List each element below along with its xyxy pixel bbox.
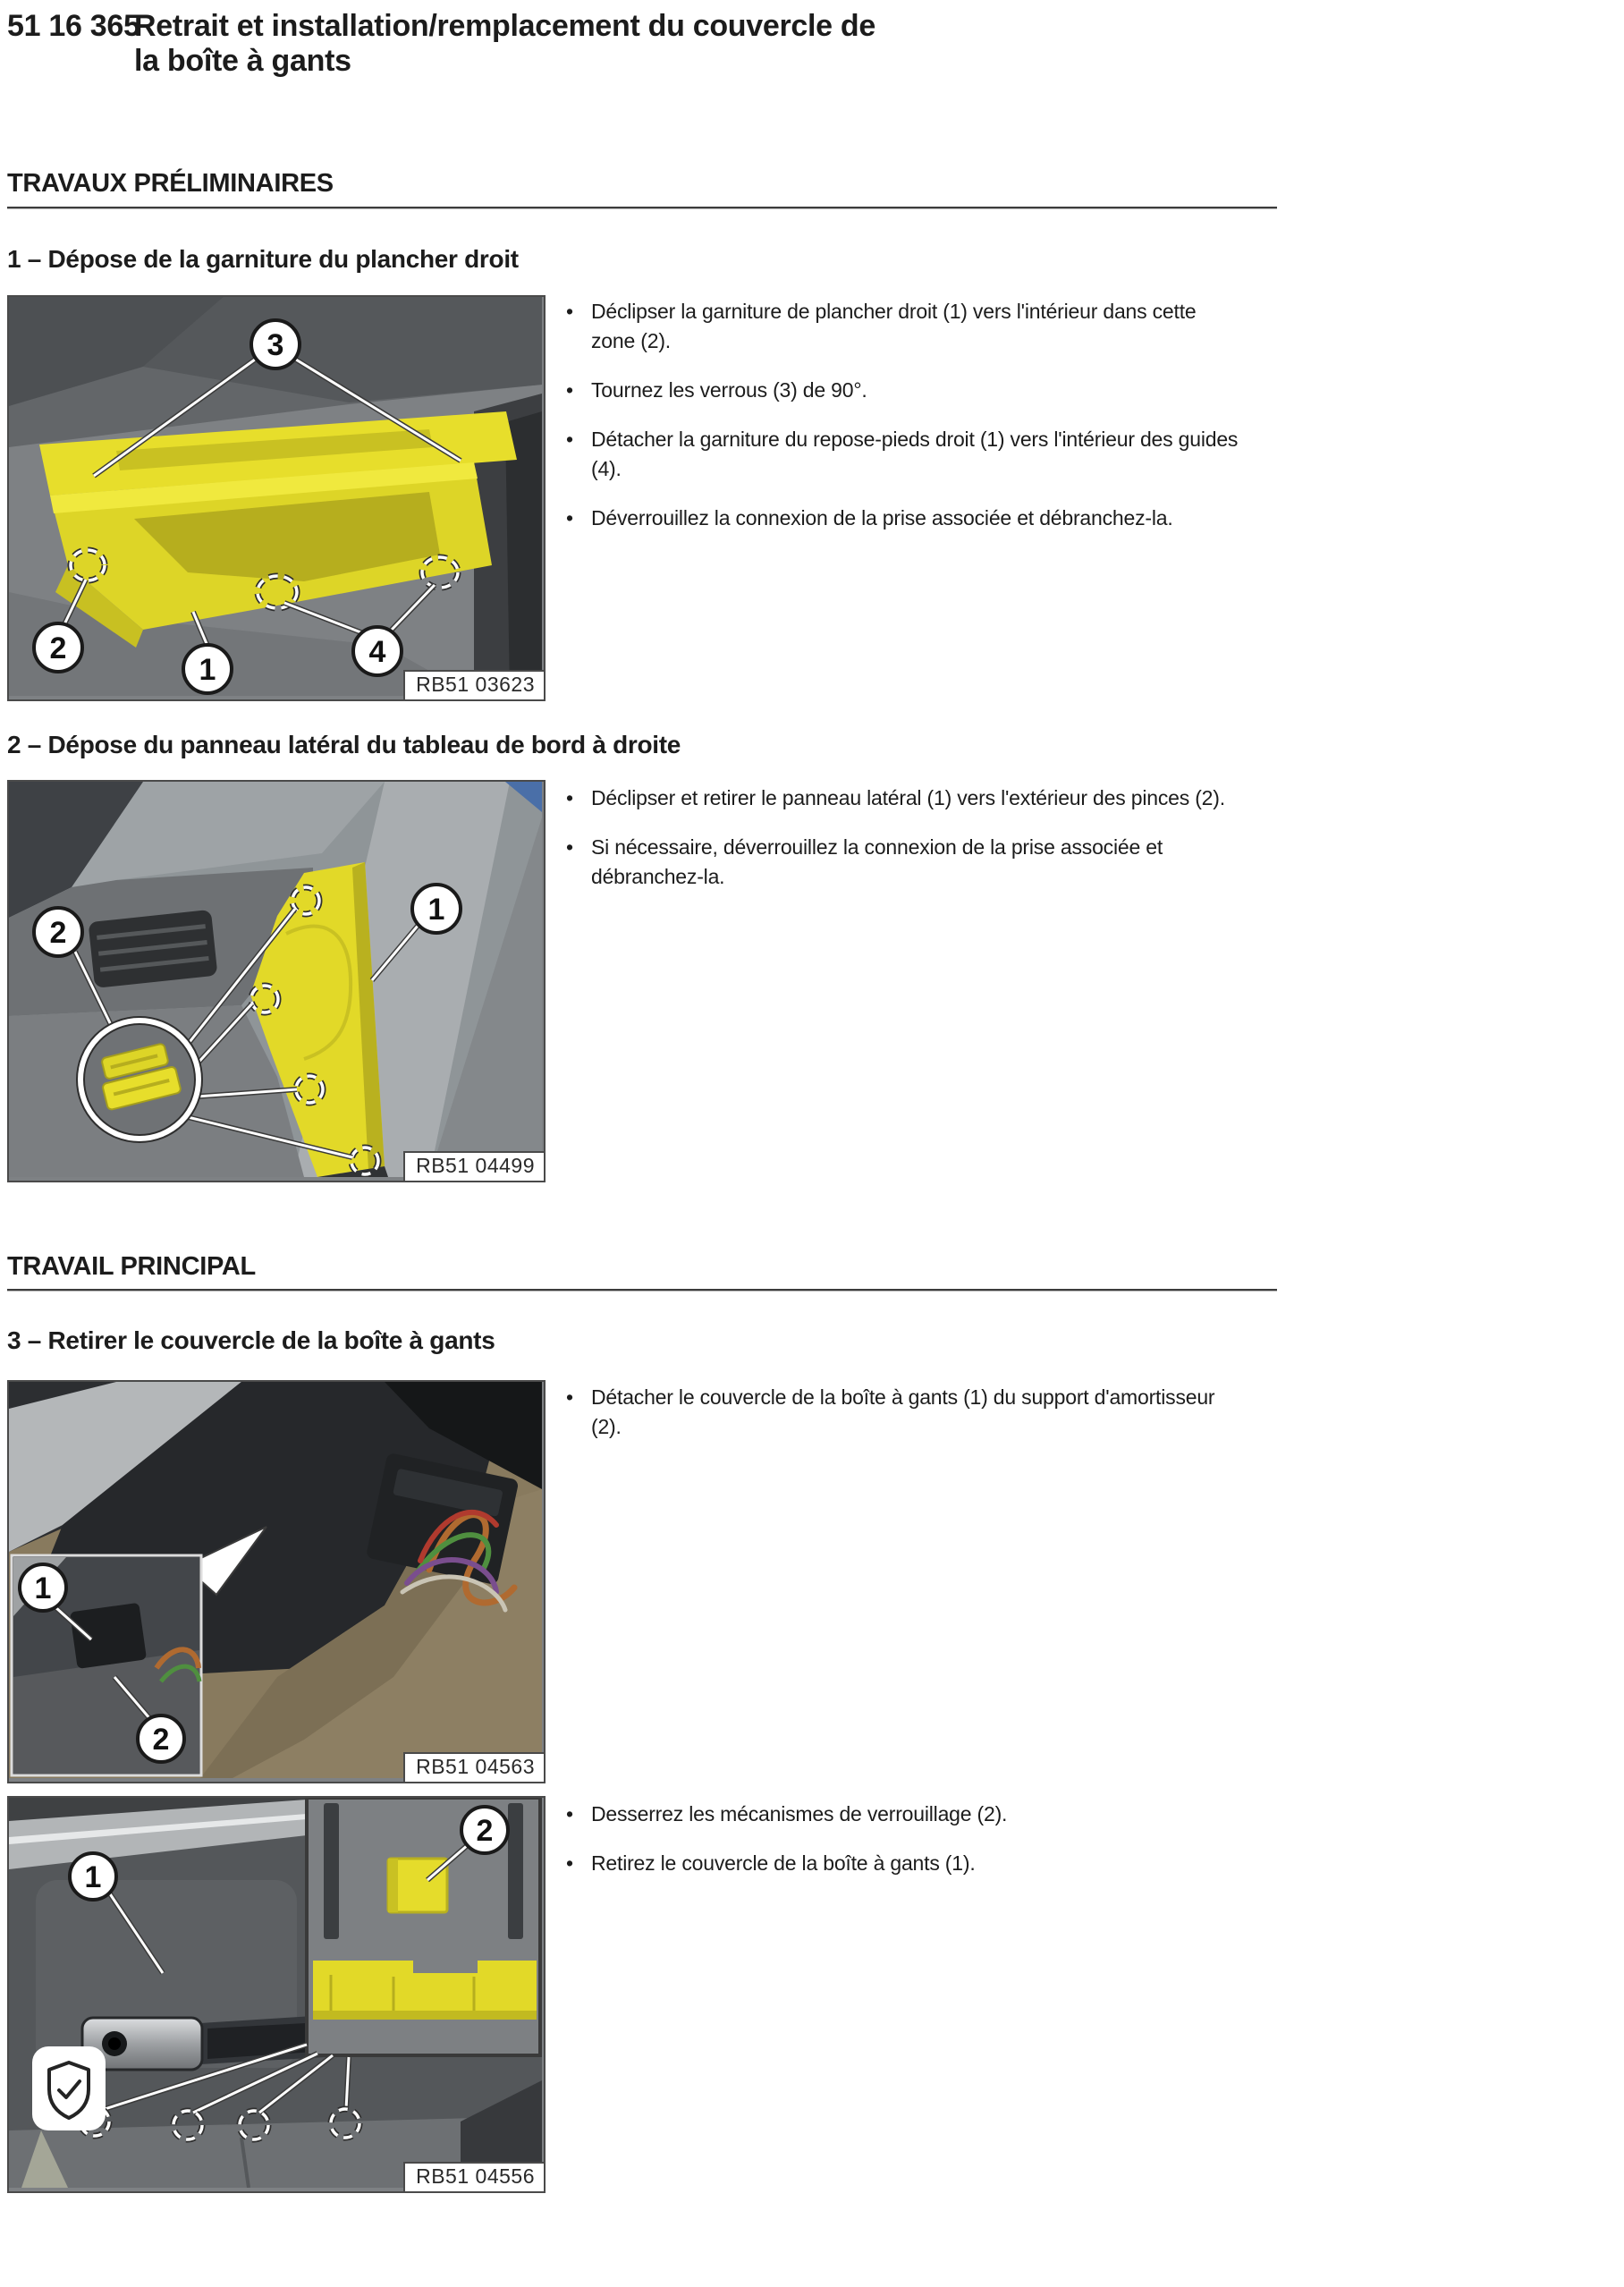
step1-heading: 1 – Dépose de la garniture du plancher droit <box>7 245 519 273</box>
doc-number: 51 16 365 <box>7 9 140 43</box>
step3-bullets-a <box>563 1383 1243 1461</box>
callout-1 <box>183 645 232 693</box>
section-rule <box>7 1289 1277 1292</box>
page-title <box>134 9 1118 79</box>
bullet: • Tournez les verrous (3) de 90°. <box>563 376 1243 405</box>
inset-lock-mechanism <box>307 1798 540 2055</box>
svg-text:1: 1 <box>84 1860 102 1894</box>
bullet: • Détacher le couvercle de la boîte à gants (1) du support d'amortisseur (2). <box>563 1383 1243 1442</box>
svg-text:2: 2 <box>49 631 67 665</box>
callout-1 <box>412 885 461 933</box>
clip-magnifier <box>80 1021 199 1139</box>
callout-2 <box>461 1807 508 1853</box>
air-vent <box>89 910 218 988</box>
figure-label: RB51 04556 <box>403 2162 544 2191</box>
bullet: • Détacher la garniture du repose-pieds droit (1) vers l'intérieur des guides (4). <box>563 425 1243 484</box>
svg-text:2: 2 <box>49 916 67 950</box>
svg-text:1: 1 <box>34 1571 52 1605</box>
step3-bullets-b <box>563 1800 1243 1898</box>
callout-2 <box>34 908 82 956</box>
figure-step2-illustration <box>9 782 542 1177</box>
figure-step3-photo1-content <box>9 1382 542 1778</box>
figure-step3-photo2 <box>7 1796 546 2193</box>
safety-badge <box>32 2046 106 2130</box>
figure-step2 <box>7 780 546 1182</box>
section-heading-main: TRAVAIL PRINCIPAL <box>7 1252 256 1281</box>
figure-step3-photo2-content <box>9 1798 542 2188</box>
svg-text:4: 4 <box>368 635 386 669</box>
svg-text:1: 1 <box>427 893 445 927</box>
section-rule <box>7 207 1277 209</box>
section-heading-preliminary: TRAVAUX PRÉLIMINAIRES <box>7 169 334 198</box>
svg-text:1: 1 <box>199 653 216 687</box>
figure-step3-photo1 <box>7 1380 546 1783</box>
step1-bullets <box>563 297 1243 553</box>
callout-3 <box>251 320 300 368</box>
page-title-line1: Retrait et installation/remplacement du couvercle de <box>134 9 875 43</box>
callout-1 <box>70 1853 116 1900</box>
bullet: • Desserrez les mécanismes de verrouillage (2). <box>563 1800 1243 1829</box>
step2-bullets <box>563 784 1243 911</box>
figure-label: RB51 04563 <box>403 1752 544 1782</box>
bullet: • Déclipser la garniture de plancher droit (1) vers l'intérieur dans cette zone (2). <box>563 297 1243 356</box>
figure-step1 <box>7 295 546 701</box>
step2-heading: 2 – Dépose du panneau latéral du tableau de bord à droite <box>7 731 681 758</box>
page-title-line2: la boîte à gants <box>134 44 351 78</box>
step3-heading: 3 – Retirer le couvercle de la boîte à gants <box>7 1326 495 1354</box>
callout-1 <box>20 1564 66 1611</box>
bullet: • Déclipser et retirer le panneau latéral (1) vers l'extérieur des pinces (2). <box>563 784 1243 813</box>
callout-2 <box>138 1715 184 1762</box>
svg-text:2: 2 <box>152 1723 170 1757</box>
bullet: • Déverrouillez la connexion de la prise associée et débranchez-la. <box>563 504 1243 533</box>
figure-label: RB51 04499 <box>403 1151 544 1181</box>
svg-text:2: 2 <box>476 1814 494 1848</box>
inset-photo <box>12 1555 201 1775</box>
callout-4 <box>353 627 402 675</box>
figure-step1-illustration <box>9 297 542 696</box>
callout-2 <box>34 623 82 672</box>
figure-label: RB51 03623 <box>403 670 544 699</box>
svg-text:3: 3 <box>266 328 284 362</box>
bullet: • Si nécessaire, déverrouillez la connexion de la prise associée et débranchez-la. <box>563 833 1243 892</box>
bullet: • Retirez le couvercle de la boîte à gants (1). <box>563 1849 1243 1878</box>
